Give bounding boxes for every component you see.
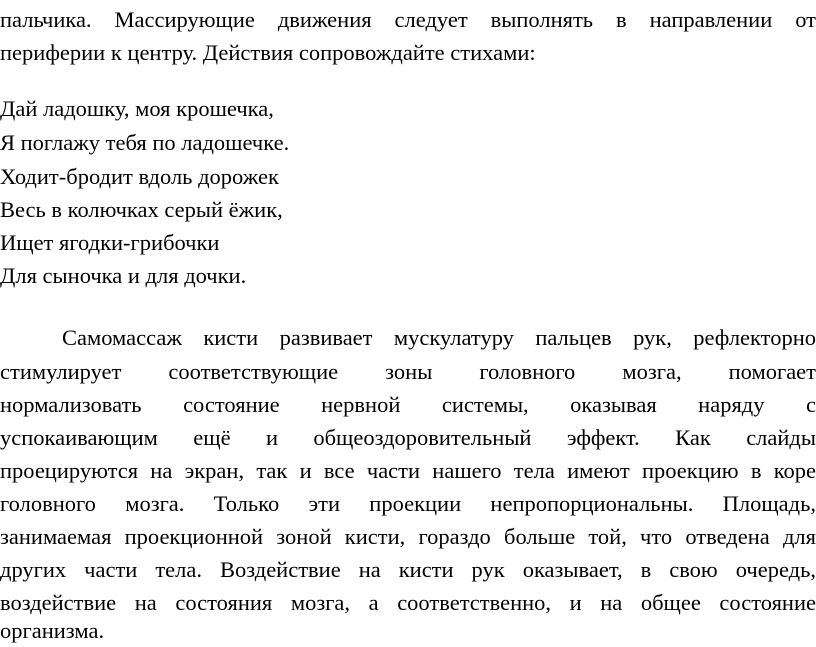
poem-line-3: Ходит-бродит вдоль дорожек xyxy=(0,164,279,189)
paragraph-line-7: занимаемая проекционной зоной кисти, гораздо больше той, что отведена для xyxy=(0,524,816,549)
paragraph-line-1: Самомассаж кисти развивает мускулатуру пальцев рук, рефлекторно xyxy=(62,325,816,350)
paragraph-line-6: головного мозга. Только эти проекции непропорциональны. Площадь, xyxy=(0,491,816,516)
poem-line-2: Я поглажу тебя по ладошечке. xyxy=(0,130,290,155)
intro-line-2: периферии к центру. Действия сопровождайте стихами: xyxy=(0,40,536,65)
poem-line-5: Ищет ягодки-грибочки xyxy=(0,230,220,255)
paragraph-line-5: проецируются на экран, так и все части нашего тела имеют проекцию в коре xyxy=(0,458,816,483)
paragraph-line-2: стимулирует соответствующие зоны головного мозга, помогает xyxy=(0,359,816,384)
paragraph-line-8: других части тела. Воздействие на кисти рук оказывает, в свою очередь, xyxy=(0,557,816,582)
intro-line-1: пальчика. Массирующие движения следует выполнять в направлении от xyxy=(0,7,816,32)
paragraph-line-4: успокаивающим ещё и общеоздоровительный эффект. Как слайды xyxy=(0,425,816,450)
paragraph-line-3: нормализовать состояние нервной системы, оказывая наряду с xyxy=(0,392,816,417)
poem-line-6: Для сыночка и для дочки. xyxy=(0,263,247,288)
paragraph-line-9: воздействие на состояния мозга, а соответственно, и на общее состояние xyxy=(0,590,816,615)
paragraph-line-10: организма. xyxy=(0,618,105,643)
poem-line-4: Весь в колючках серый ёжик, xyxy=(0,197,283,222)
poem-line-1: Дай ладошку, моя крошечка, xyxy=(0,96,274,121)
